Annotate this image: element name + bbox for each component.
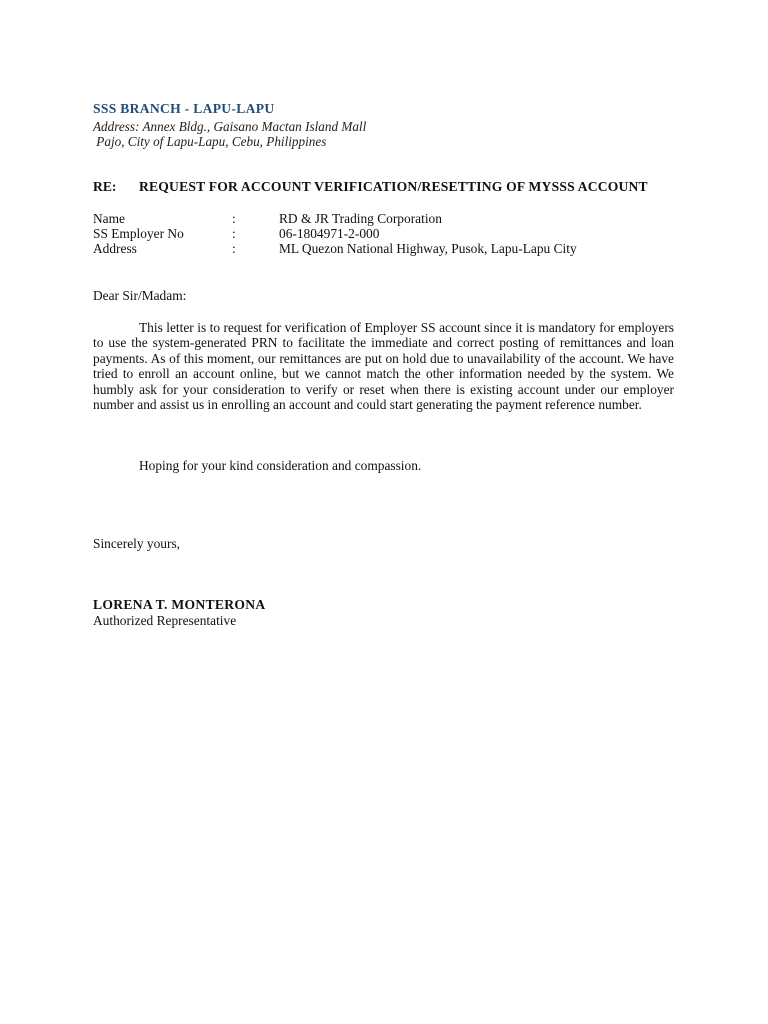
- signer-title: Authorized Representative: [93, 613, 237, 628]
- body-paragraph: This letter is to request for verification of Employer SS account since it is mandatory for employers to use the system-generated PRN to facilitate the immediate and correct posting of remittances and loan payments. As of this moment, our remittances are put on hold due to unavailability of the account. We have tried to enroll an account online, but we cannot match the other information needed by the system. We humbly ask for your consideration to verify or reset when there is existing account under our employer number and assist us in enrolling an account and could start generating the payment reference number.: [93, 320, 674, 413]
- branch-address-line-2: Pajo, City of Lapu-Lapu, Cebu, Philippines: [93, 134, 327, 149]
- closing: Sincerely yours,: [93, 536, 181, 551]
- detail-row-employer-no: [93, 226, 693, 242]
- detail-label: Address: [93, 241, 137, 256]
- detail-value: RD & JR Trading Corporation: [279, 211, 442, 226]
- branch-address-line-1: Address: Annex Bldg., Gaisano Mactan Island Mall: [93, 119, 367, 134]
- detail-value: ML Quezon National Highway, Pusok, Lapu-Lapu City: [279, 241, 577, 256]
- re-label: RE:: [93, 179, 117, 194]
- detail-label: Name: [93, 211, 125, 226]
- detail-value: 06-1804971-2-000: [279, 226, 380, 241]
- detail-colon: :: [232, 211, 236, 226]
- branch-heading: SSS BRANCH - LAPU-LAPU: [93, 101, 275, 116]
- detail-row-name: [93, 211, 693, 227]
- salutation: Dear Sir/Madam:: [93, 288, 187, 303]
- re-subject: REQUEST FOR ACCOUNT VERIFICATION/RESETTING OF MYSSS ACCOUNT: [139, 179, 648, 194]
- detail-row-address: [93, 241, 693, 257]
- detail-label: SS Employer No: [93, 226, 184, 241]
- signer-name: LORENA T. MONTERONA: [93, 597, 266, 612]
- hope-line: Hoping for your kind consideration and compassion.: [139, 458, 422, 473]
- detail-colon: :: [232, 226, 236, 241]
- detail-colon: :: [232, 241, 236, 256]
